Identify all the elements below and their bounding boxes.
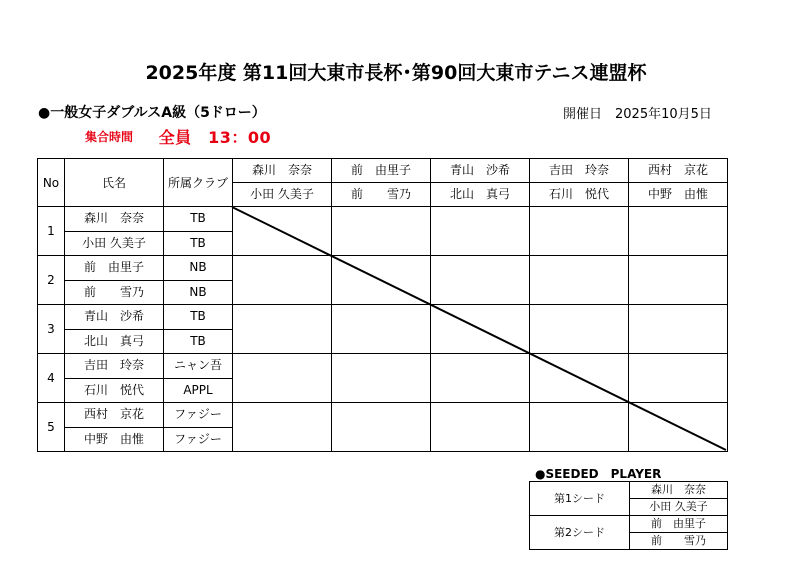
seeded-table [529,481,728,550]
result-cell [332,305,431,354]
opponent-header-p1: 森川 奈奈 [233,159,332,183]
result-cell [233,354,332,403]
player-club: APPL [164,378,233,403]
opponent-header-p1: 西村 京花 [629,159,728,183]
opponent-header-p1: 青山 沙希 [431,159,530,183]
result-cell [233,256,332,305]
meeting-time [85,125,271,148]
result-cell [431,207,530,256]
result-cell [629,256,728,305]
player-name: 吉田 玲奈 [65,354,164,379]
result-cell [629,207,728,256]
result-cell [629,403,728,452]
result-cell [530,207,629,256]
result-cell [629,354,728,403]
result-cell [530,354,629,403]
result-cell [530,403,629,452]
result-cell [431,354,530,403]
player-name: 西村 京花 [65,403,164,428]
seed-player: 前 由里子 [630,516,728,533]
opponent-header-p1: 吉田 玲奈 [530,159,629,183]
seed-row [530,516,728,533]
team-row [38,354,728,379]
result-cell [332,256,431,305]
team-row [38,403,728,428]
player-club: NB [164,280,233,305]
result-cell [233,207,332,256]
result-cell [629,305,728,354]
event-date: 開催日 2025年10月5日 [563,107,712,122]
seed-label: 第1シード [530,482,630,516]
team-number: 5 [38,403,65,452]
player-name: 中野 由惟 [65,427,164,452]
player-name: 小田 久美子 [65,231,164,256]
result-cell [233,403,332,452]
meeting-time-value: 全員 13：00 [158,128,272,147]
opponent-header-p2: 北山 真弓 [431,183,530,207]
opponent-header-p2: 小田 久美子 [233,183,332,207]
result-cell [530,256,629,305]
seed-player: 小田 久美子 [630,499,728,516]
player-club: TB [164,207,233,232]
player-club: ファジー [164,427,233,452]
player-name: 石川 悦代 [65,378,164,403]
player-club: ニャン吾 [164,354,233,379]
result-cell [431,403,530,452]
result-cell [233,305,332,354]
opponent-header-p2: 前 雪乃 [332,183,431,207]
seed-player: 前 雪乃 [630,533,728,550]
team-number: 1 [38,207,65,256]
result-cell [332,403,431,452]
player-name: 前 由里子 [65,256,164,281]
seed-row [530,482,728,499]
result-cell [332,354,431,403]
seed-player: 森川 奈奈 [630,482,728,499]
page-title: 2025年度 第11回大東市長杯･第90回大東市テニス連盟杯 [145,62,647,84]
opponent-header-p1: 前 由里子 [332,159,431,183]
player-name: 森川 奈奈 [65,207,164,232]
team-row [38,305,728,330]
header-club: 所属クラブ [164,159,233,207]
player-club: ファジー [164,403,233,428]
player-club: NB [164,256,233,281]
draw-table [37,158,728,452]
team-number: 4 [38,354,65,403]
player-name: 北山 真弓 [65,329,164,354]
seed-label: 第2シード [530,516,630,550]
result-cell [431,256,530,305]
team-number: 2 [38,256,65,305]
result-cell [530,305,629,354]
team-row [38,256,728,281]
team-number: 3 [38,305,65,354]
header-name: 氏名 [65,159,164,207]
header-no: No [38,159,65,207]
team-row [38,207,728,232]
meeting-time-label: 集合時間 [85,130,134,144]
player-name: 青山 沙希 [65,305,164,330]
seeded-title: ●SEEDED PLAYER [535,467,662,481]
result-cell [332,207,431,256]
player-club: TB [164,329,233,354]
opponent-header-p2: 中野 由惟 [629,183,728,207]
result-cell [431,305,530,354]
player-club: TB [164,231,233,256]
opponent-header-p2: 石川 悦代 [530,183,629,207]
header-row-1 [38,159,728,183]
event-name: ●一般女子ダブルスA級（5ドロー） [38,105,266,121]
player-name: 前 雪乃 [65,280,164,305]
player-club: TB [164,305,233,330]
